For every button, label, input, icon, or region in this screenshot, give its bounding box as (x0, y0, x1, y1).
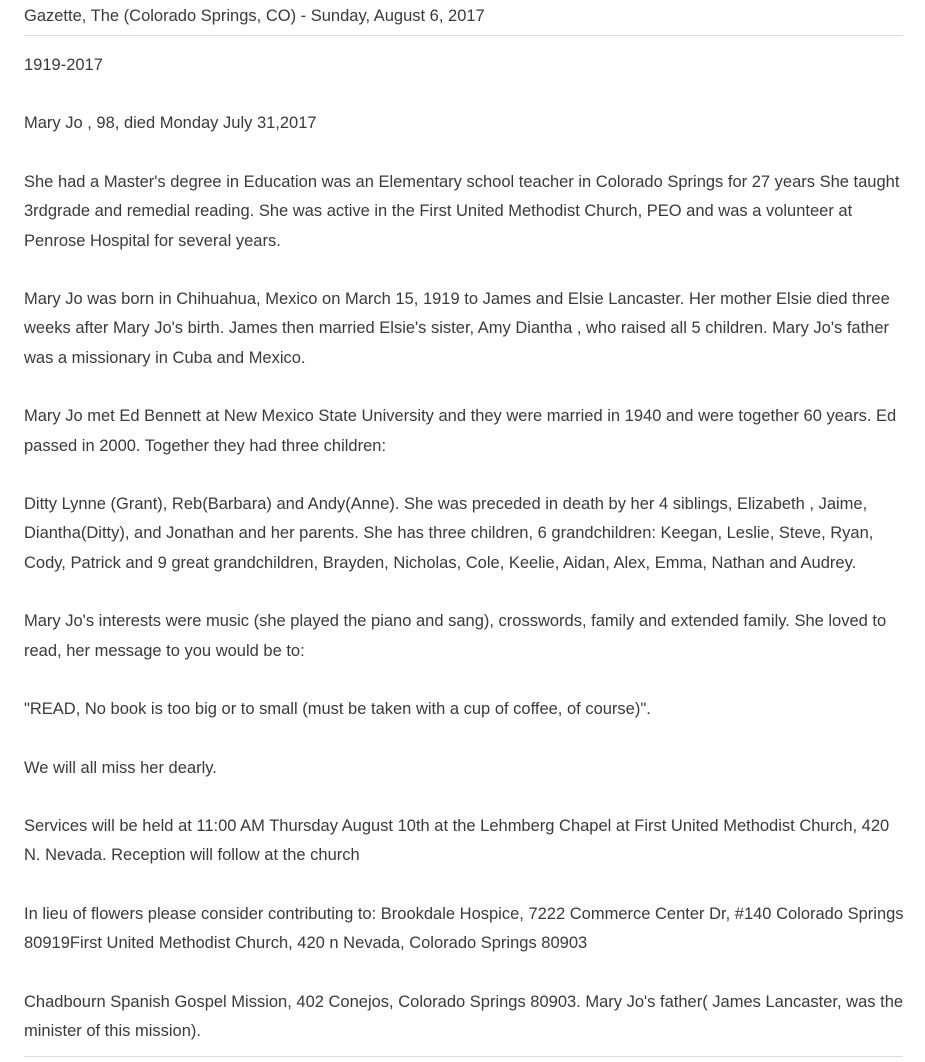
birth-paragraph: Mary Jo was born in Chihuahua, Mexico on March 15, 1919 to James and Elsie Lancaster. Her mother Elsie died three weeks after Mary Jo's birth. James then married Elsie's sister, Amy Diantha , who raised all 5 children. Mary Jo's father was a missionary in Cuba and Mexico. (24, 290, 890, 367)
career-paragraph: She had a Master's degree in Education was an Elementary school teacher in Colorado Springs for 27 years She taught 3rdgrade and remedial reading. She was active in the First United Methodist Church, PEO and was a volunteer at Penrose Hospital for several years. (24, 172, 900, 250)
farewell-paragraph: We will all miss her dearly. (24, 758, 217, 777)
interests-paragraph: Mary Jo's interests were music (she played the piano and sang), crosswords, family and extended family. She loved to read, her message to you would be to: (24, 612, 887, 660)
death-notice: Mary Jo , 98, died Monday July 31,2017 (24, 114, 317, 133)
obituary-body (24, 51, 904, 1046)
family-paragraph: Ditty Lynne (Grant), Reb(Barbara) and Andy(Anne). She was preceded in death by her 4 siblings, Elizabeth , Jaime, Diantha(Ditty), and Jonathan and her parents. She has three children, 6 grandchildren: Keegan, Leslie, Steve, Ryan, Cody, Patrick and 9 great grandchildren, Brayden, Nicholas, Cole, Keelie, Aidan, Alex, Emma, Nathan and Audrey. (24, 495, 874, 572)
quote-paragraph: "READ, No book is too big or to small (must be taken with a cup of coffee, of course)". (24, 700, 651, 719)
publication-source-line: Gazette, The (Colorado Springs, CO) - Sunday, August 6, 2017 (24, 7, 485, 25)
obituary-article (24, 0, 904, 1057)
services-paragraph: Services will be held at 11:00 AM Thursday August 10th at the Lehmberg Chapel at First United Methodist Church, 420 N. Nevada. Reception will follow at the church (24, 816, 890, 865)
life-span: 1919-2017 (24, 56, 103, 74)
top-divider (24, 35, 903, 36)
marriage-paragraph: Mary Jo met Ed Bennett at New Mexico State University and they were married in 1940 and were together 60 years. Ed passed in 2000. Together they had three children: (24, 407, 897, 455)
mission-paragraph: Chadbourn Spanish Gospel Mission, 402 Conejos, Colorado Springs 80903. Mary Jo's father( James Lancaster, was the minister of this mission). (24, 992, 904, 1040)
donations-paragraph: In lieu of flowers please consider contributing to: Brookdale Hospice, 7222 Commerce Center Dr, #140 Colorado Springs 80919First United Methodist Church, 420 n Nevada, Colorado Springs 80903 (24, 904, 904, 953)
bottom-divider (24, 1056, 903, 1057)
